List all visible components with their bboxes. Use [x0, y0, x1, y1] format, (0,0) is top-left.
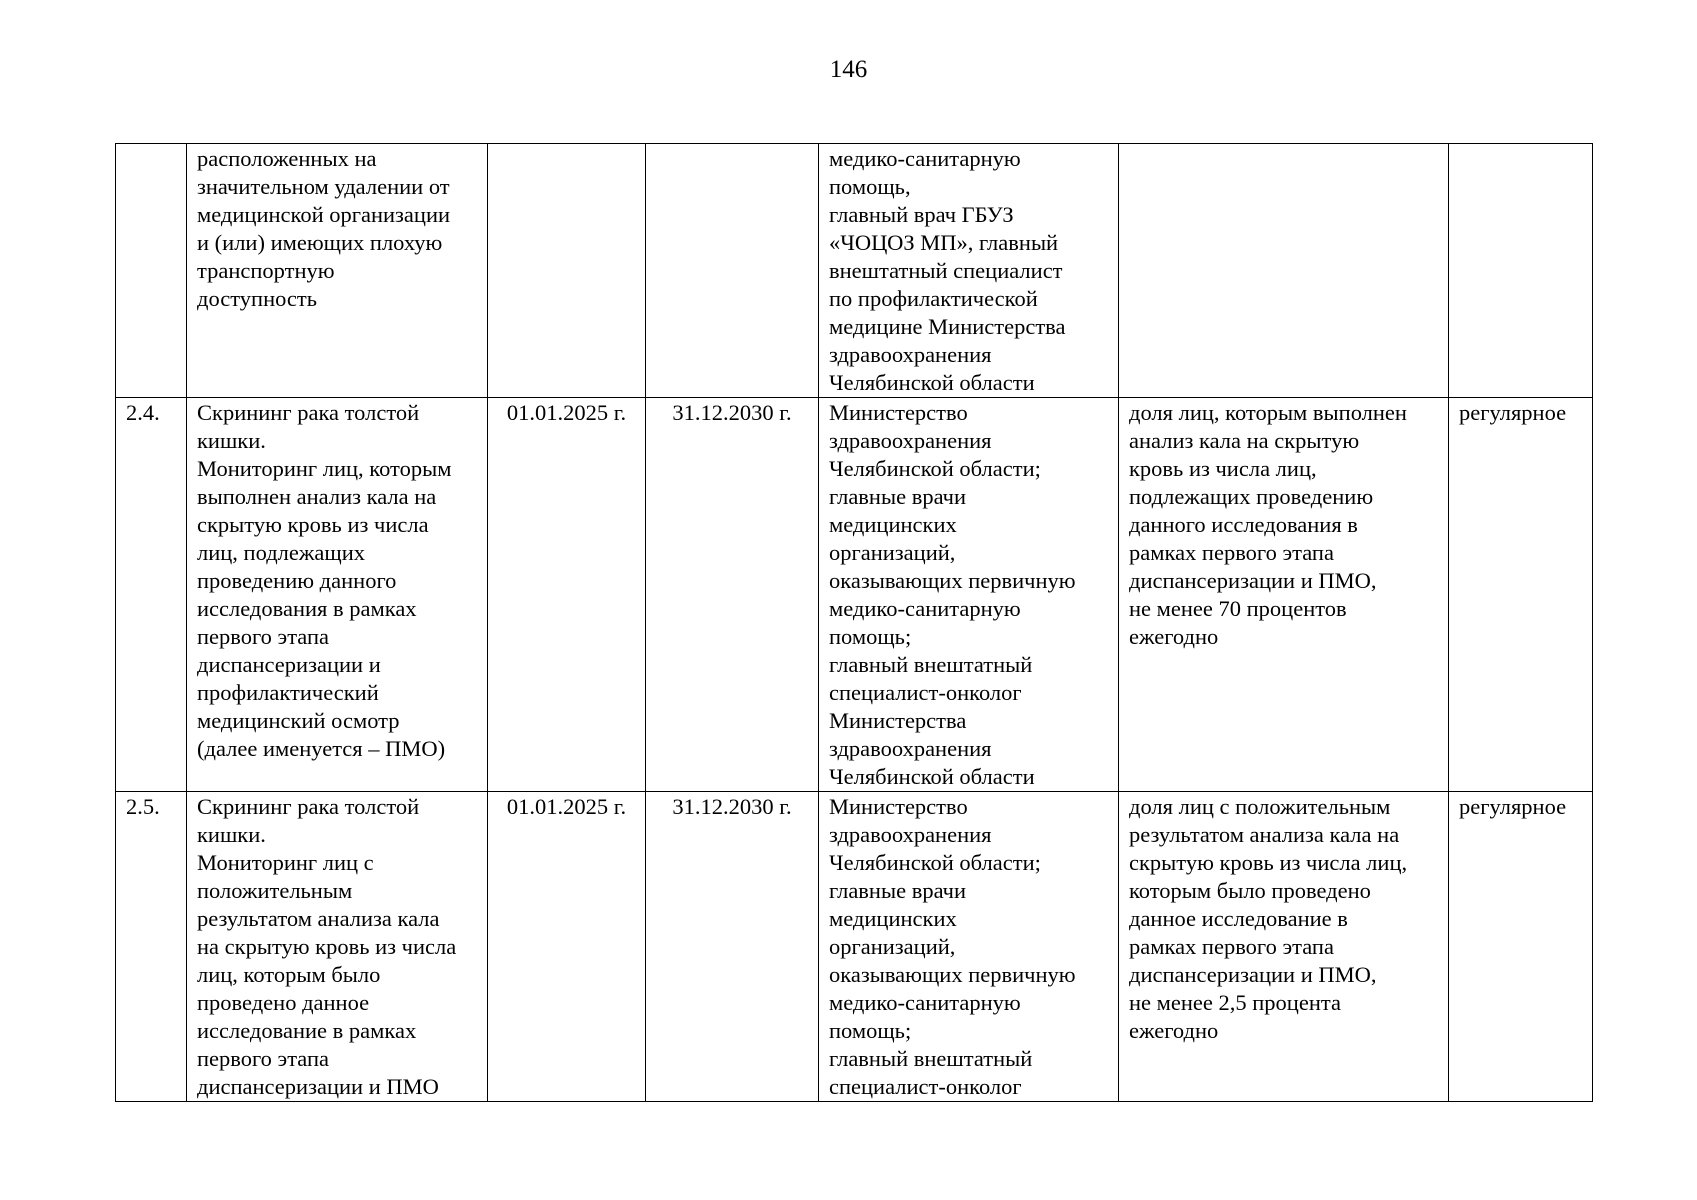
row-number-cell: 2.4.	[116, 398, 187, 792]
indicator-cell: доля лиц с положительным результатом анализа кала на скрытую кровь из числа лиц, которым было проведено данное исследование в рамках первого этапа диспансеризации и ПМО, не менее 2,5 процента ежегодно	[1119, 792, 1449, 1102]
type-cell: регулярное	[1449, 792, 1593, 1102]
responsible-cell: Министерство здравоохранения Челябинской области; главные врачи медицинских организаций, оказывающих первичную медико-санитарную помощь; главный внештатный специалист-онколог Министерства здравоохранения Челябинской области	[819, 398, 1119, 792]
end-date-cell: 31.12.2030 г.	[646, 792, 819, 1102]
indicator-cell: доля лиц, которым выполнен анализ кала на скрытую кровь из числа лиц, подлежащих проведению данного исследования в рамках первого этапа диспансеризации и ПМО, не менее 70 процентов ежегодно	[1119, 398, 1449, 792]
event-cell: Скрининг рака толстой кишки. Мониторинг лиц, которым выполнен анализ кала на скрытую кровь из числа лиц, подлежащих проведению данного исследования в рамках первого этапа диспансеризации и профилактический медицинский осмотр (далее именуется – ПМО)	[187, 398, 488, 792]
table-row	[116, 144, 1593, 398]
measures-table	[115, 143, 1593, 1102]
table-row	[116, 792, 1593, 1102]
row-number-cell	[116, 144, 187, 398]
start-date-cell: 01.01.2025 г.	[488, 792, 646, 1102]
start-date-cell: 01.01.2025 г.	[488, 398, 646, 792]
page-number: 146	[829, 56, 868, 83]
start-date-cell	[488, 144, 646, 398]
indicator-cell	[1119, 144, 1449, 398]
event-cell: Скрининг рака толстой кишки. Мониторинг лиц с положительным результатом анализа кала на скрытую кровь из числа лиц, которым было проведено данное исследование в рамках первого этапа диспансеризации и ПМО	[187, 792, 488, 1102]
type-cell: регулярное	[1449, 398, 1593, 792]
responsible-cell: медико-санитарную помощь, главный врач ГБУЗ «ЧОЦОЗ МП», главный внештатный специалист по профилактической медицине Министерства здравоохранения Челябинской области	[819, 144, 1119, 398]
responsible-cell: Министерство здравоохранения Челябинской области; главные врачи медицинских организаций, оказывающих первичную медико-санитарную помощь; главный внештатный специалист-онколог	[819, 792, 1119, 1102]
end-date-cell: 31.12.2030 г.	[646, 398, 819, 792]
end-date-cell	[646, 144, 819, 398]
type-cell	[1449, 144, 1593, 398]
table-row	[116, 398, 1593, 792]
row-number-cell: 2.5.	[116, 792, 187, 1102]
event-cell: расположенных на значительном удалении от медицинской организации и (или) имеющих плохую транспортную доступность	[187, 144, 488, 398]
